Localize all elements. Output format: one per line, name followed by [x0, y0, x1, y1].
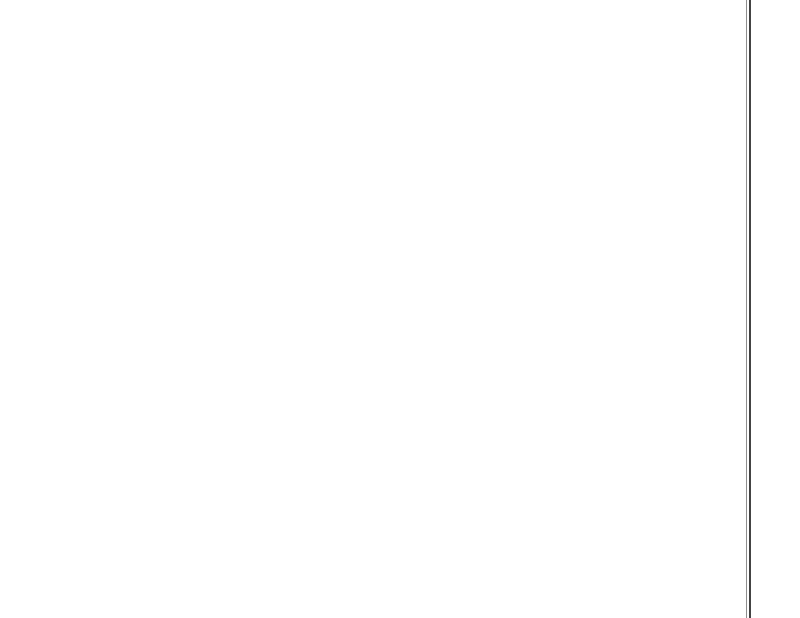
rotated-letter	[302, 0, 782, 618]
heading-rule	[749, 0, 751, 618]
heading-rule-thin	[746, 0, 747, 618]
